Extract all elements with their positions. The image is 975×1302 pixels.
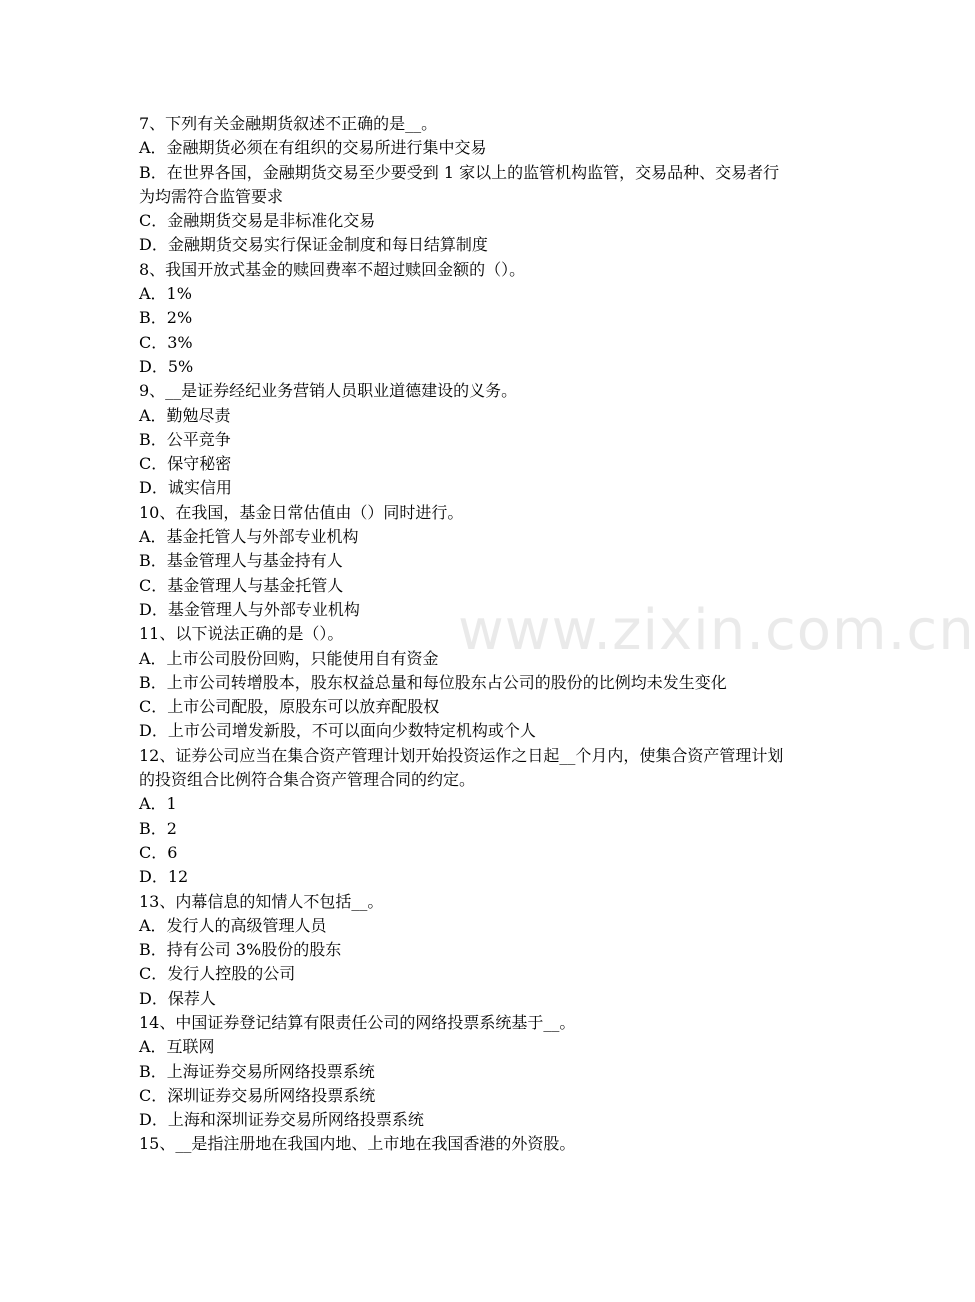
option-11c: C．上市公司配股，原股东可以放弃配股权 — [139, 697, 440, 717]
option-8b: B．2% — [139, 308, 193, 328]
question-9: 9、__是证券经纪业务营销人员职业道德建设的义务。 — [139, 381, 518, 401]
option-7d: D．金融期货交易实行保证金制度和每日结算制度 — [139, 235, 488, 255]
option-14c: C．深圳证券交易所网络投票系统 — [139, 1085, 376, 1105]
question-12: 12、证券公司应当在集合资产管理计划开始投资运作之日起__个月内，使集合资产管理计划的投资组合比例符合集合资产管理合同的约定。 — [139, 745, 784, 790]
option-13c: C．发行人控股的公司 — [139, 964, 296, 984]
option-8a: A．1% — [139, 284, 192, 304]
option-10a: A．基金托管人与外部专业机构 — [139, 527, 359, 547]
option-7a: A．金融期货必须在有组织的交易所进行集中交易 — [139, 138, 487, 158]
option-8d: D．5% — [139, 356, 194, 376]
option-9d: D．诚实信用 — [139, 478, 232, 498]
option-12a: A．1 — [139, 794, 177, 814]
question-10: 10、在我国，基金日常估值由（）同时进行。 — [139, 502, 464, 522]
document-body — [139, 112, 789, 1157]
watermark: www.zixin.com.cn — [458, 598, 975, 663]
option-10c: C．基金管理人与基金托管人 — [139, 575, 344, 595]
option-9a: A．勤勉尽责 — [139, 405, 231, 425]
question-7: 7、下列有关金融期货叙述不正确的是__。 — [139, 114, 438, 133]
option-9c: C．保守秘密 — [139, 454, 232, 474]
question-8: 8、我国开放式基金的赎回费率不超过赎回金额的（）。 — [139, 259, 526, 279]
option-10d: D．基金管理人与外部专业机构 — [139, 599, 360, 619]
option-12b: B．2 — [139, 818, 177, 838]
option-12d: D．12 — [139, 867, 189, 887]
question-14: 14、中国证券登记结算有限责任公司的网络投票系统基于__。 — [139, 1012, 576, 1032]
option-12c: C．6 — [139, 842, 178, 862]
option-13a: A．发行人的高级管理人员 — [139, 915, 327, 935]
option-13d: D．保荐人 — [139, 988, 216, 1008]
option-14b: B．上海证券交易所网络投票系统 — [139, 1061, 375, 1081]
option-9b: B．公平竞争 — [139, 429, 231, 449]
option-14a: A．互联网 — [139, 1037, 215, 1057]
option-7b: B．在世界各国，金融期货交易至少要受到 1 家以上的监管机构监管，交易品种、交易者行为均需符合监管要求 — [139, 162, 780, 206]
option-10b: B．基金管理人与基金持有人 — [139, 551, 343, 571]
option-7c: C．金融期货交易是非标准化交易 — [139, 211, 376, 231]
option-8c: C．3% — [139, 332, 193, 352]
question-15: 15、__是指注册地在我国内地、上市地在我国香港的外资股。 — [139, 1134, 576, 1154]
option-11d: D．上市公司增发新股，不可以面向少数特定机构或个人 — [139, 721, 536, 741]
option-11a: A．上市公司股份回购，只能使用自有资金 — [139, 648, 439, 668]
option-11b: B．上市公司转增股本，股东权益总量和每位股东占公司的股份的比例均未发生变化 — [139, 672, 727, 692]
question-11: 11、以下说法正确的是（）。 — [139, 624, 344, 644]
option-14d: D．上海和深圳证券交易所网络投票系统 — [139, 1110, 424, 1130]
question-13: 13、内幕信息的知情人不包括__。 — [139, 891, 384, 911]
option-13b: B．持有公司 3%股份的股东 — [139, 940, 342, 960]
